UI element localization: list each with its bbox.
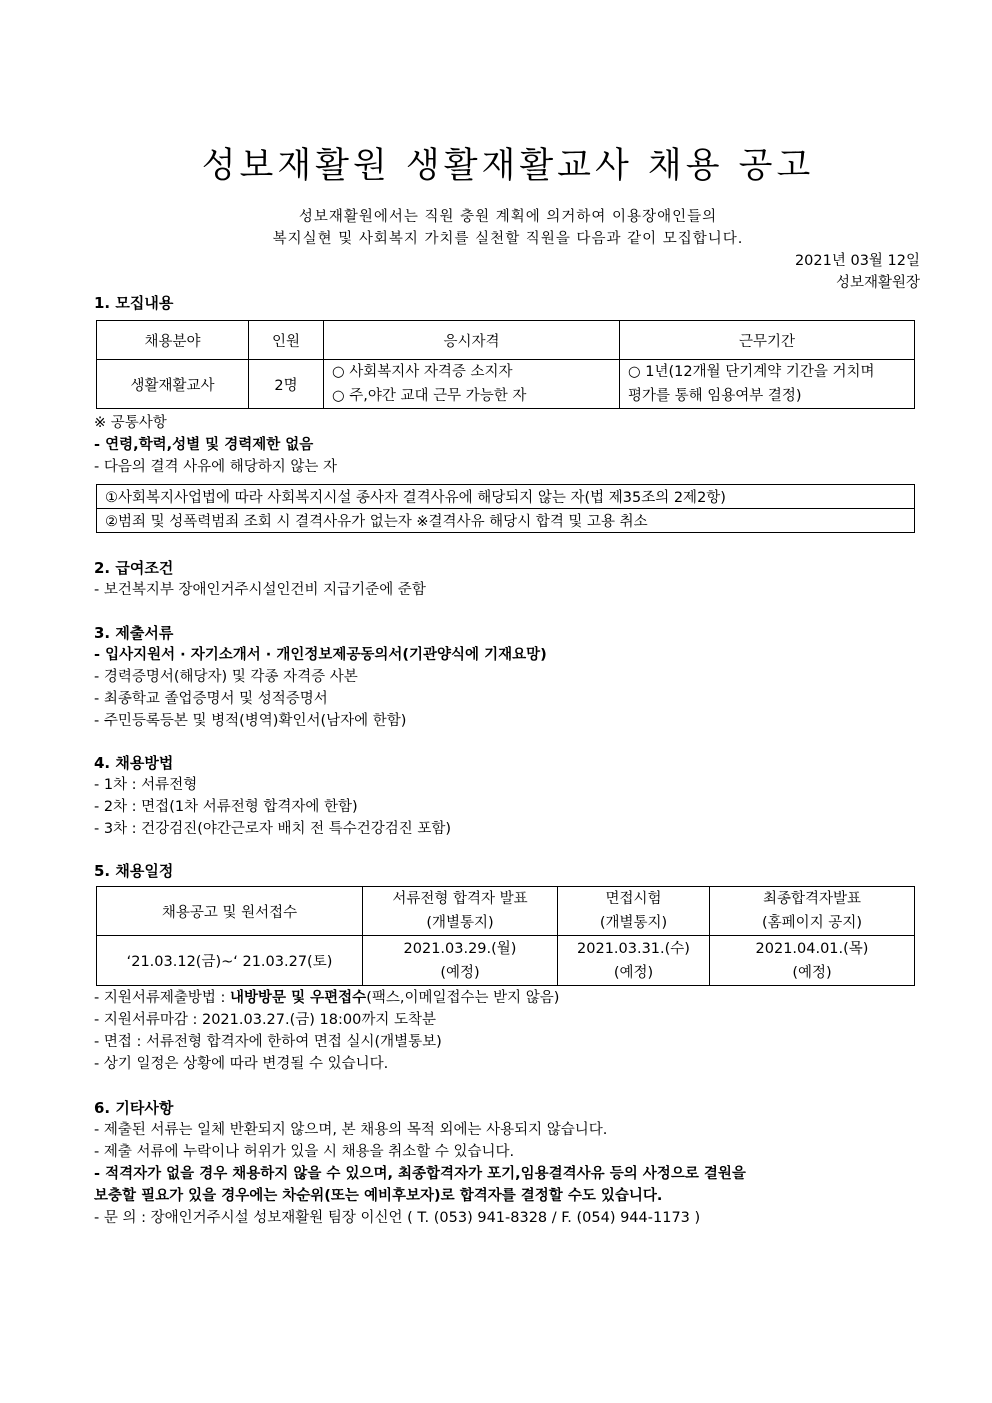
submit-method-line	[94, 987, 916, 1009]
section-heading: 1. 모집내용	[94, 294, 174, 312]
sched-header-3-title: 면접시험	[605, 891, 662, 907]
page-title: 성보재활원 생활재활교사 채용 공고	[201, 146, 815, 186]
table-header-row	[97, 321, 915, 360]
section-1-heading	[94, 292, 916, 314]
issue-date: 2021년 03월 12일	[794, 253, 920, 269]
sched-cell-3-date: 2021.03.31.(수)	[577, 940, 690, 957]
change-notice-line: - 상기 일정은 상황에 따라 변경될 수 있습니다.	[94, 1056, 389, 1072]
recruit-table	[96, 320, 915, 409]
misc-line-3: - 적격자가 없을 경우 채용하지 않을 수 있으며, 최종합격자가 포기,임용결격사유 등의 사정으로 결원을	[94, 1166, 746, 1182]
disqualify-item-2: ②범죄 및 성폭력범죄 조회 시 결격사유가 없는자 ※결격사유 해당시 합격 및 고용 취소	[97, 509, 915, 533]
section-6	[94, 1097, 916, 1229]
note-disqualify: - 다음의 결격 사유에 해당하지 않는 자	[94, 459, 337, 475]
submit-method-label: - 지원서류제출방법 :	[94, 990, 231, 1006]
sched-header-3-note: (개별통지)	[599, 915, 668, 931]
submit-method-note: (팩스,이메일접수는 받지 않음)	[366, 990, 560, 1006]
schedule-row	[97, 936, 915, 986]
section-heading: 5. 채용일정	[94, 862, 174, 880]
period-1: ○ 1년(12개월 단기계약 기간을 거치며	[628, 364, 875, 380]
sched-cell-3-note: (예정)	[613, 964, 654, 981]
doc-line-4: - 주민등록등본 및 병적(병역)확인서(남자에 한함)	[94, 713, 407, 729]
section-heading: 4. 채용방법	[94, 754, 174, 772]
issuer: 성보재활원장	[835, 275, 920, 291]
sched-header-2-title: 서류전형 합격자 발표	[392, 891, 528, 907]
schedule-table	[96, 886, 915, 986]
sched-header-3	[558, 887, 710, 936]
common-notes	[94, 412, 916, 478]
sched-header-2-note: (개별통지)	[426, 915, 494, 931]
sched-cell-4	[710, 936, 915, 986]
qualification-1: ○ 사회복지사 자격증 소지자	[332, 364, 513, 380]
sched-cell-4-note: (예정)	[792, 964, 832, 981]
sched-cell-3	[558, 936, 710, 986]
method-line-1: - 1차 : 서류전형	[94, 777, 198, 793]
header-field: 채용분야	[97, 321, 249, 360]
table-row	[97, 360, 915, 409]
intro-text	[0, 206, 992, 250]
method-line-3: - 3차 : 건강검진(야간근로자 배치 전 특수건강검진 포함)	[94, 821, 452, 837]
section-3	[94, 622, 916, 732]
doc-line-1: - 입사지원서 · 자기소개서 · 개인정보제공동의서(기관양식에 기재요망)	[94, 647, 547, 663]
common-label: ※ 공통사항	[94, 415, 167, 431]
salary-line: - 보건복지부 장애인거주시설인건비 지급기준에 준함	[94, 582, 426, 598]
sched-cell-1: ‘21.03.12(금)~‘ 21.03.27(토)	[97, 936, 363, 986]
cell-qualification	[324, 360, 620, 409]
intro-line-2: 복지실현 및 사회복지 가치를 실천할 직원을 다음과 같이 모집합니다.	[272, 231, 744, 247]
cell-field: 생활재활교사	[97, 360, 249, 409]
disqualify-item-1: ①사회복지사업법에 따라 사회복지시설 종사자 결격사유에 해당되지 않는 자(법 제35조의 2제2항)	[97, 485, 915, 509]
submit-method-value: 내방방문 및 우편접수	[230, 990, 367, 1006]
period-2: 평가를 통해 임용여부 결정)	[628, 388, 802, 404]
sched-header-1: 채용공고 및 원서접수	[97, 887, 363, 936]
issue-info	[795, 250, 920, 294]
misc-line-4: 보충할 필요가 있을 경우에는 차순위(또는 예비후보자)로 합격자를 결정할 수도 있습니다.	[94, 1188, 663, 1204]
sched-cell-2-note: (예정)	[440, 964, 480, 981]
header-count: 인원	[249, 321, 324, 360]
section-heading: 6. 기타사항	[94, 1099, 174, 1117]
sched-cell-4-date: 2021.04.01.(목)	[755, 940, 869, 957]
sched-header-4-title: 최종합격자발표	[762, 891, 862, 907]
section-heading: 3. 제출서류	[94, 624, 174, 642]
disqualify-box	[96, 484, 915, 533]
misc-line-1: - 제출된 서류는 일체 반환되지 않으며, 본 채용의 목적 외에는 사용되지 않습니다.	[94, 1122, 608, 1138]
cell-count: 2명	[249, 360, 324, 409]
sched-header-4-note: (홈페이지 공지)	[762, 915, 862, 931]
contact-line: - 문 의 : 장애인거주시설 성보재활원 팀장 이신언 ( T. (053) 941-8328 / F. (054) 944-1173 )	[94, 1210, 701, 1226]
sched-header-4	[710, 887, 915, 936]
sched-header-2	[363, 887, 558, 936]
header-period: 근무기간	[620, 321, 915, 360]
section-4	[94, 752, 916, 840]
misc-line-2: - 제출 서류에 누락이나 허위가 있을 시 채용을 취소할 수 있습니다.	[94, 1144, 515, 1160]
deadline-line: - 지원서류마감 : 2021.03.27.(금) 18:00까지 도착분	[94, 1012, 436, 1028]
intro-line-1: 성보재활원에서는 직원 충원 계획에 의거하여 이용장애인들의	[298, 209, 718, 225]
note-no-limit: - 연령,학력,성별 및 경력제한 없음	[94, 437, 314, 453]
header-qualification: 응시자격	[324, 321, 620, 360]
section-2	[94, 557, 916, 601]
doc-line-3: - 최종학교 졸업증명서 및 성적증명서	[94, 691, 328, 707]
schedule-header-row	[97, 887, 915, 936]
section-5-heading	[94, 860, 916, 882]
qualification-2: ○ 주,야간 교대 근무 가능한 자	[332, 388, 527, 404]
cell-period	[620, 360, 915, 409]
doc-line-2: - 경력증명서(해당자) 및 각종 자격증 사본	[94, 669, 358, 685]
sched-cell-2	[363, 936, 558, 986]
sched-cell-2-date: 2021.03.29.(월)	[403, 940, 517, 957]
method-line-2: - 2차 : 면접(1차 서류전형 합격자에 한함)	[94, 799, 358, 815]
schedule-notes	[94, 987, 916, 1075]
interview-line: - 면접 : 서류전형 합격자에 한하여 면접 실시(개별통보)	[94, 1034, 442, 1050]
section-heading: 2. 급여조건	[94, 559, 174, 577]
